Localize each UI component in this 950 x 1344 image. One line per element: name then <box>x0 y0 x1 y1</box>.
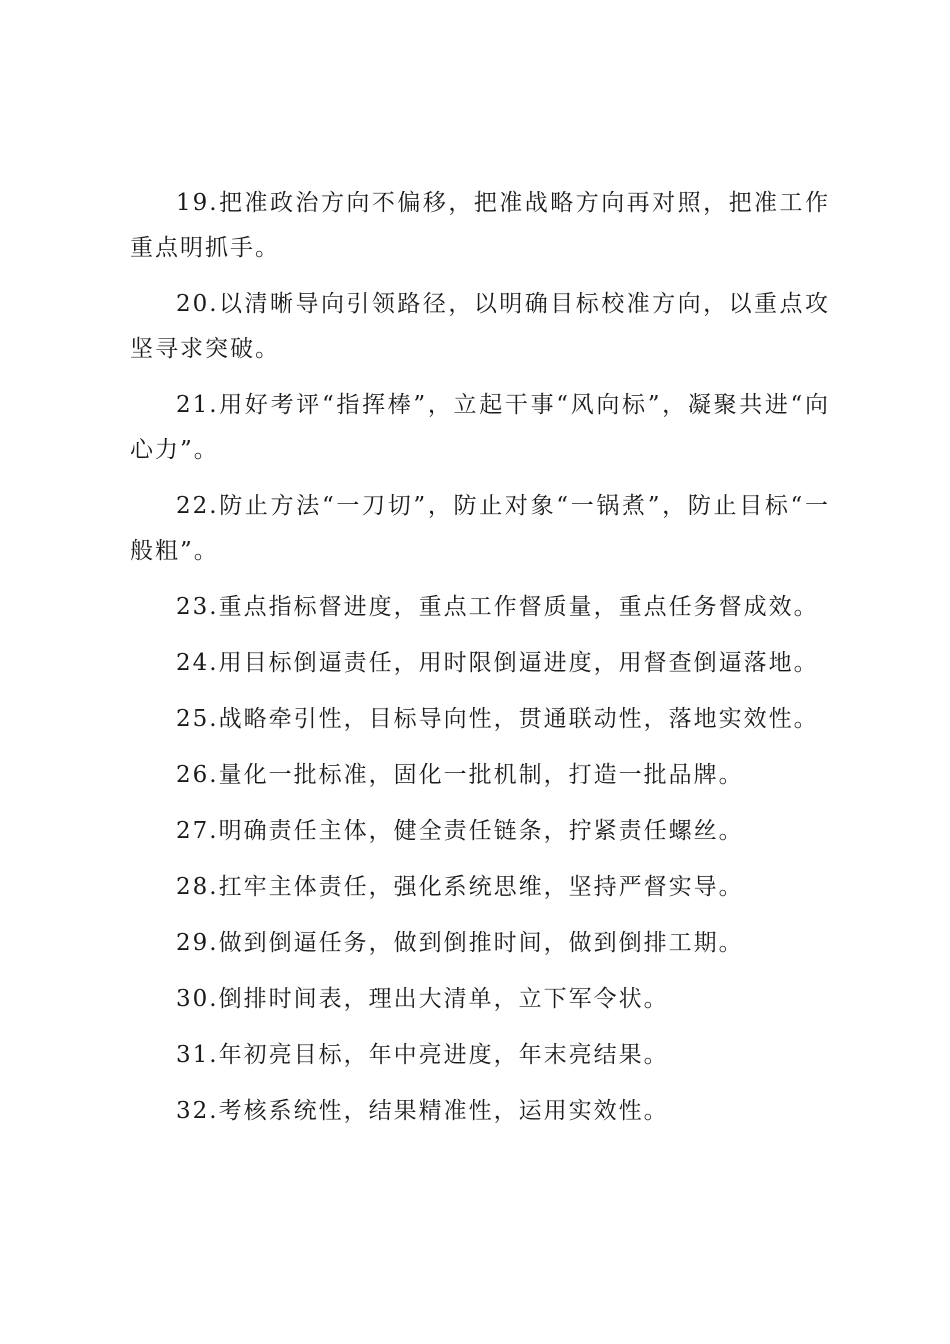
list-item: 32.考核系统性，结果精准性，运用实效性。 <box>176 1098 669 1124</box>
list-item: 25.战略牵引性，目标导向性，贯通联动性，落地实效性。 <box>176 706 819 732</box>
list-item: 27.明确责任主体，健全责任链条，拧紧责任螺丝。 <box>176 818 744 844</box>
list-item: 23.重点指标督进度，重点工作督质量，重点任务督成效。 <box>176 594 819 620</box>
list-item: 28.扛牢主体责任，强化系统思维，坚持严督实导。 <box>176 874 744 900</box>
document-body <box>130 181 830 1145</box>
list-item: 20.以清晰导向引领路径，以明确目标校准方向，以重点攻坚寻求突破。 <box>130 291 830 362</box>
list-item: 21.用好考评“指挥棒”，立起干事“风向标”，凝聚共进“向心力”。 <box>130 392 830 463</box>
list-item: 29.做到倒逼任务，做到倒推时间，做到倒排工期。 <box>176 930 744 956</box>
list-item: 31.年初亮目标，年中亮进度，年末亮结果。 <box>176 1042 669 1068</box>
list-item: 30.倒排时间表，理出大清单，立下军令状。 <box>176 986 669 1012</box>
list-item: 19.把准政治方向不偏移，把准战略方向再对照，把准工作重点明抓手。 <box>130 190 830 261</box>
list-item: 26.量化一批标准，固化一批机制，打造一批品牌。 <box>176 762 744 788</box>
list-item: 22.防止方法“一刀切”，防止对象“一锅煮”，防止目标“一般粗”。 <box>130 493 830 564</box>
list-item: 24.用目标倒逼责任，用时限倒逼进度，用督查倒逼落地。 <box>176 650 819 676</box>
